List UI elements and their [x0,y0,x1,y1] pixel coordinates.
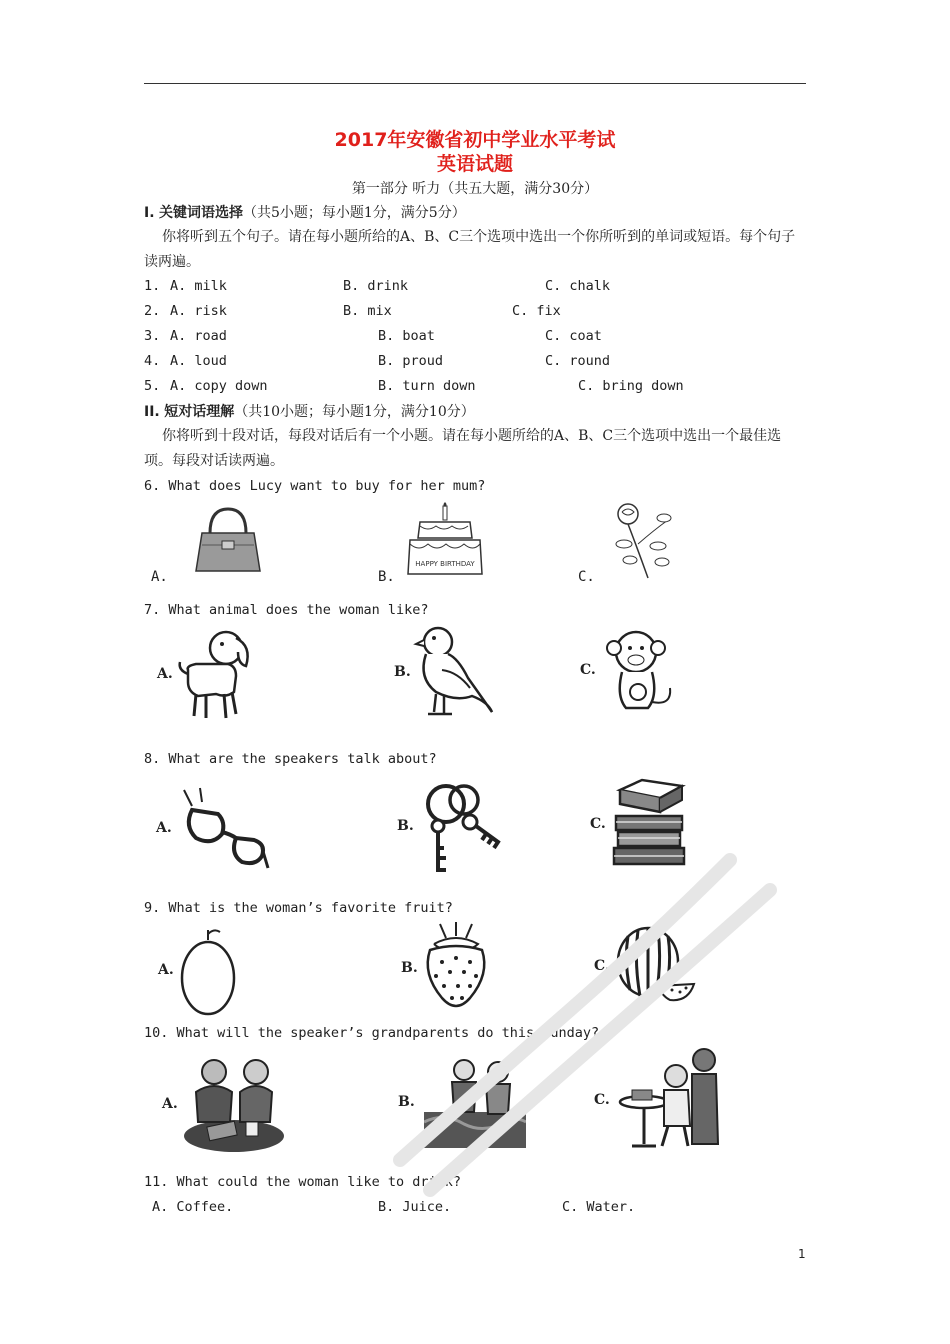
item-2-option-a: A. risk [170,303,227,319]
q10-label-c: C. [594,1092,610,1108]
dog-icon [176,626,256,722]
q9-label-b: B. [401,960,418,976]
q6-label-a: A. [151,569,168,585]
item-4-option-c: C. round [545,353,611,369]
item-1-num: 1. [144,278,161,294]
question-6: 6. What does Lucy want to buy for her mum? [144,478,486,494]
q11-option-a: A. Coffee. [152,1199,234,1215]
bird-icon [412,622,494,722]
q7-label-a: A. [157,666,173,682]
item-1-option-a: A. milk [170,278,227,294]
q11-option-c: C. Water. [562,1199,636,1215]
question-7: 7. What animal does the woman like? [144,602,429,618]
section-1-instructions: 你将听到五个句子。请在每小题所给的A、B、C三个选项中选出一个你所听到的单词或短语。每个句子读两遍。 [144,229,796,270]
books-icon [612,776,690,872]
item-3-num: 3. [144,328,161,344]
q9-label-c: C. [594,958,610,974]
apple-icon [178,926,238,1018]
q7-label-c: C. [580,662,596,678]
q10-label-b: B. [398,1094,415,1110]
watermelon-icon [614,922,696,1006]
grandparents-playing-game-icon [180,1052,286,1154]
handbag-icon [188,505,268,575]
q6-label-c: C. [578,569,595,585]
item-4-option-b: B. proud [378,353,444,369]
q8-label-b: B. [397,818,414,834]
q9-label-a: A. [158,962,174,978]
section-1-heading [144,202,466,222]
item-5-option-c: C. bring down [578,378,684,394]
item-5-option-b: B. turn down [378,378,476,394]
q11-option-b: B. Juice. [378,1199,452,1215]
section-1-title: 关键词语选择 [158,205,243,221]
section-2-num: II. [144,404,160,420]
q8-label-a: A. [156,820,172,836]
birthday-cake-icon [404,502,486,580]
flower-icon [604,500,688,580]
section-2-scoring: （共10小题；每小题1分，满分10分） [234,404,475,420]
question-10: 10. What will the speaker’s grandparents do this Sunday? [144,1025,600,1041]
item-1-option-b: B. drink [343,278,409,294]
exam-title: 2017年安徽省初中学业水平考试 [334,129,616,151]
q7-label-b: B. [394,664,411,680]
item-2-option-b: B. mix [343,303,392,319]
section-2-heading [144,401,475,421]
exam-subtitle: 英语试题 [436,153,513,175]
keys-icon [424,778,504,876]
cake-text: HAPPY BIRTHDAY [415,560,475,568]
page-number: 1 [798,1247,806,1261]
section-2-title: 短对话理解 [164,404,235,420]
item-1-option-c: C. chalk [545,278,611,294]
q8-label-c: C. [590,816,606,832]
item-4-num: 4. [144,353,161,369]
q6-label-b: B. [378,569,395,585]
item-5-num: 5. [144,378,161,394]
question-11: 11. What could the woman like to drink? [144,1174,461,1190]
item-4-option-a: A. loud [170,353,227,369]
strawberry-icon [420,922,492,1014]
grandparents-reading-icon [618,1046,722,1152]
item-2-num: 2. [144,303,161,319]
section-1-num: I. [144,205,155,221]
part-heading: 第一部分 听力（共五大题，满分30分） [351,181,599,197]
section-1-scoring: （共5小题；每小题1分，满分5分） [242,205,466,221]
glasses-icon [178,786,270,870]
item-5-option-a: A. copy down [170,378,268,394]
section-2-instructions: 你将听到十段对话，每段对话后有一个小题。请在每小题所给的A、B、C三个选项中选出一个最佳选项。每段对话读两遍。 [144,428,782,469]
item-2-option-c: C. fix [512,303,561,319]
item-3-option-b: B. boat [378,328,435,344]
item-3-option-a: A. road [170,328,227,344]
header-rule [144,83,806,84]
grandparents-fishing-icon [424,1052,526,1148]
monkey-icon [600,622,684,718]
question-8: 8. What are the speakers talk about? [144,751,437,767]
q10-label-a: A. [162,1096,178,1112]
question-9: 9. What is the woman’s favorite fruit? [144,900,453,916]
item-3-option-c: C. coat [545,328,602,344]
